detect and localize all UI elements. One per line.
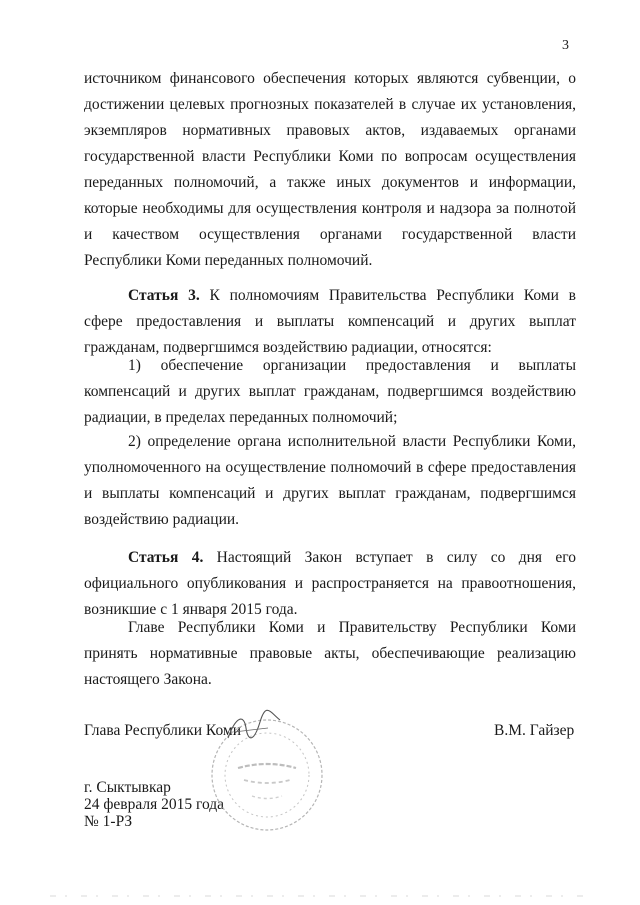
paragraph-article2-continuation: источником финансового обеспечения которых являются субвенции, о достижении целевых прогнозных показателей в случае их установления, экземпляров нормативных правовых актов, издаваемых органами государственной власти Республики Коми по вопросам осуществления переданных полномочий, а также иных документов и информации, которые необходимы для осуществления контроля и надзора за полнотой и качеством осуществления органами государственной власти Республики Коми переданных полномочий. (84, 70, 576, 269)
scan-artifact-line (50, 894, 590, 898)
handwritten-signature-icon (224, 708, 284, 748)
article3-label: Статья 3. (128, 287, 200, 304)
paragraph-article3 (84, 283, 576, 361)
article4-label: Статья 4. (128, 549, 204, 566)
signatory-position: Глава Республики Коми (84, 722, 242, 739)
article3-text: К полномочиям Правительства Республики Коми в сфере предоставления и выплаты компенсаций и других выплат гражданам, подвергшимся воздействию радиации, относятся: (84, 287, 577, 356)
article3-item-2: 2) определение органа исполнительной власти Республики Коми, уполномоченного на осуществление полномочий в сфере предоставления и выплаты компенсаций и других выплат гражданам, подвергшимся воздействию радиации. (84, 433, 576, 528)
article4-text: Настоящий Закон вступает в силу со дня его официального опубликования и распространяется на правоотношения, возникшие с 1 января 2015 года. (84, 549, 577, 618)
date: 24 февраля 2015 года (84, 796, 225, 813)
article3-item-1: 1) обеспечение организации предоставления и выплаты компенсаций и других выплат гражданам, подвергшимся воздействию радиации, в пределах переданных полномочий; (84, 357, 576, 426)
paragraph-article4 (84, 545, 576, 623)
city: г. Сыктывкар (84, 779, 171, 796)
place-date-number-block (84, 779, 224, 830)
signatory-name: В.М. Гайзер (494, 722, 575, 739)
paragraph-final-instruction: Главе Республики Коми и Правительству Республики Коми принять нормативные правовые акты, обеспечивающие реализацию настоящего Закона. (84, 619, 576, 688)
law-number: № 1-РЗ (84, 813, 133, 830)
page-number: 3 (562, 38, 569, 53)
